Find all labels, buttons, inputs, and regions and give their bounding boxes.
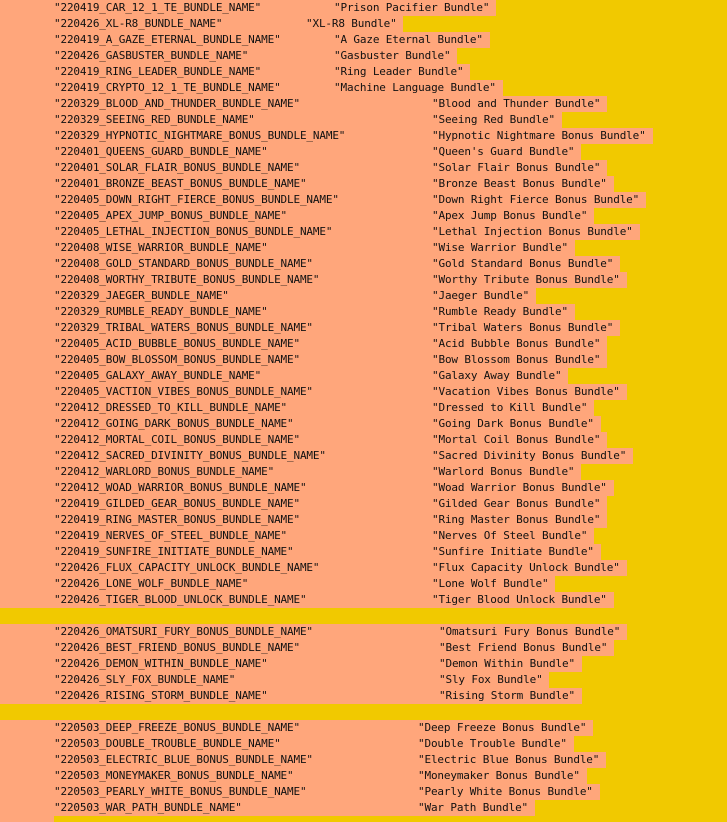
string-value: "Tribal Waters Bonus Bundle" (432, 321, 614, 334)
string-value: "Tiger Blood Unlock Bundle" (432, 593, 607, 606)
string-value: "Going Dark Bonus Bundle" (432, 417, 594, 430)
string-value: "Rising Storm Bundle" (439, 689, 575, 702)
string-key: "220412_MORTAL_COIL_BONUS_BUNDLE_NAME" (54, 433, 300, 446)
string-key: "220408_WISE_WARRIOR_BUNDLE_NAME" (54, 241, 268, 254)
string-value: "Acid Bubble Bonus Bundle" (432, 337, 601, 350)
string-value: "Best Friend Bonus Bundle" (439, 641, 608, 654)
string-value: "Jaeger Bundle" (432, 289, 530, 302)
string-value: "Lethal Injection Bonus Bundle" (432, 225, 633, 238)
string-key: "220329_JAEGER_BUNDLE_NAME" (54, 289, 229, 302)
string-value: "A Gaze Eternal Bundle" (334, 33, 483, 46)
string-value: "Machine Language Bundle" (334, 81, 496, 94)
string-value: "Moneymaker Bonus Bundle" (418, 769, 580, 782)
string-key: "220408_WORTHY_TRIBUTE_BONUS_BUNDLE_NAME" (54, 273, 320, 286)
string-value: "Rumble Ready Bundle" (432, 305, 568, 318)
string-value: "Prison Pacifier Bundle" (334, 1, 490, 14)
string-key: "220329_HYPNOTIC_NIGHTMARE_BONUS_BUNDLE_NAME" (54, 129, 346, 142)
string-key: "220426_FLUX_CAPACITY_UNLOCK_BUNDLE_NAME" (54, 561, 320, 574)
string-value: "War Path Bundle" (418, 801, 529, 814)
string-key: "220419_NERVES_OF_STEEL_BUNDLE_NAME" (54, 529, 288, 542)
string-value: "Deep Freeze Bonus Bundle" (418, 721, 587, 734)
string-value: "Warlord Bonus Bundle" (432, 465, 575, 478)
string-value: "Solar Flair Bonus Bundle" (432, 161, 601, 174)
string-key: "220426_GASBUSTER_BUNDLE_NAME" (54, 49, 249, 62)
string-value: "Blood and Thunder Bundle" (432, 97, 601, 110)
string-key: "220419_GILDED_GEAR_BONUS_BUNDLE_NAME" (54, 497, 300, 510)
string-key: "220329_RUMBLE_READY_BUNDLE_NAME" (54, 305, 268, 318)
string-value: "Pearly White Bonus Bundle" (418, 785, 593, 798)
string-key: "220419_RING_MASTER_BONUS_BUNDLE_NAME" (54, 513, 300, 526)
string-value: "Lone Wolf Bundle" (432, 577, 549, 590)
string-value: "Queen's Guard Bundle" (432, 145, 575, 158)
string-key: "220426_LONE_WOLF_BUNDLE_NAME" (54, 577, 249, 590)
string-value: "Galaxy Away Bundle" (432, 369, 562, 382)
string-key: "220419_CRYPTO_12_1_TE_BUNDLE_NAME" (54, 81, 281, 94)
string-key: "220401_QUEENS_GUARD_BUNDLE_NAME" (54, 145, 268, 158)
string-key: "220419_CAR_12_1_TE_BUNDLE_NAME" (54, 1, 262, 14)
string-key: "220503_DOUBLE_TROUBLE_BUNDLE_NAME" (54, 737, 281, 750)
string-key: "220419_SUNFIRE_INITIATE_BUNDLE_NAME" (54, 545, 294, 558)
string-value: "Nerves Of Steel Bundle" (432, 529, 588, 542)
string-key: "220412_SACRED_DIVINITY_BONUS_BUNDLE_NAME" (54, 449, 326, 462)
string-value: "Flux Capacity Unlock Bundle" (432, 561, 620, 574)
string-key: "220405_VACTION_VIBES_BONUS_BUNDLE_NAME" (54, 385, 313, 398)
string-key: "220503_PEARLY_WHITE_BONUS_BUNDLE_NAME" (54, 785, 307, 798)
string-value: "Ring Leader Bundle" (334, 65, 464, 78)
string-key: "220503_ELECTRIC_BLUE_BONUS_BUNDLE_NAME" (54, 753, 313, 766)
string-key: "220412_GOING_DARK_BONUS_BUNDLE_NAME" (54, 417, 294, 430)
string-key: "220419_RING_LEADER_BUNDLE_NAME" (54, 65, 262, 78)
string-value: "Ring Master Bonus Bundle" (432, 513, 601, 526)
string-key: "220405_APEX_JUMP_BONUS_BUNDLE_NAME" (54, 209, 288, 222)
string-value: "Hypnotic Nightmare Bonus Bundle" (432, 129, 646, 142)
string-value: "Sly Fox Bundle" (439, 673, 543, 686)
string-value: "Gilded Gear Bonus Bundle" (432, 497, 601, 510)
string-key: "220426_OMATSURI_FURY_BONUS_BUNDLE_NAME" (54, 625, 313, 638)
string-key: "220412_DRESSED_TO_KILL_BUNDLE_NAME" (54, 401, 288, 414)
string-value: "Bow Blossom Bonus Bundle" (432, 353, 601, 366)
string-value: "Mortal Coil Bonus Bundle" (432, 433, 601, 446)
string-key: "220405_LETHAL_INJECTION_BONUS_BUNDLE_NAME" (54, 225, 333, 238)
string-key: "220401_SOLAR_FLAIR_BONUS_BUNDLE_NAME" (54, 161, 300, 174)
string-value: "Double Trouble Bundle" (418, 737, 567, 750)
string-key: "220329_SEEING_RED_BUNDLE_NAME" (54, 113, 255, 126)
string-key: "220503_DEEP_FREEZE_BONUS_BUNDLE_NAME" (54, 721, 300, 734)
string-key: "220426_XL-R8_BUNDLE_NAME" (54, 17, 223, 30)
string-value: "Seeing Red Bundle" (432, 113, 555, 126)
string-value: "XL-R8 Bundle" (306, 17, 397, 30)
string-key: "220426_BEST_FRIEND_BONUS_BUNDLE_NAME" (54, 641, 300, 654)
string-key: "220412_WOAD_WARRIOR_BONUS_BUNDLE_NAME" (54, 481, 307, 494)
string-value: "Dressed to Kill Bundle" (432, 401, 588, 414)
string-key: "220426_TIGER_BLOOD_UNLOCK_BUNDLE_NAME" (54, 593, 307, 606)
string-key: "220503_MONEYMAKER_BONUS_BUNDLE_NAME" (54, 769, 294, 782)
string-value: "Vacation Vibes Bonus Bundle" (432, 385, 620, 398)
string-key: "220426_SLY_FOX_BUNDLE_NAME" (54, 673, 236, 686)
string-value: "Electric Blue Bonus Bundle" (418, 753, 600, 766)
string-key: "220408_GOLD_STANDARD_BONUS_BUNDLE_NAME" (54, 257, 313, 270)
string-key: "220412_WARLORD_BONUS_BUNDLE_NAME" (54, 465, 275, 478)
string-value: "Woad Warrior Bonus Bundle" (432, 481, 607, 494)
string-key: "220329_TRIBAL_WATERS_BONUS_BUNDLE_NAME" (54, 321, 313, 334)
string-key: "220405_GALAXY_AWAY_BUNDLE_NAME" (54, 369, 262, 382)
string-key: "220329_BLOOD_AND_THUNDER_BUNDLE_NAME" (54, 97, 300, 110)
string-value: "Bronze Beast Bonus Bundle" (432, 177, 607, 190)
string-value: "Down Right Fierce Bonus Bundle" (432, 193, 640, 206)
string-key: "220426_DEMON_WITHIN_BUNDLE_NAME" (54, 657, 268, 670)
string-key: "220401_BRONZE_BEAST_BONUS_BUNDLE_NAME" (54, 177, 307, 190)
string-value: "Gasbuster Bundle" (334, 49, 451, 62)
string-value: "Sunfire Initiate Bundle" (432, 545, 594, 558)
trailing-highlight (0, 816, 54, 822)
string-key: "220503_WAR_PATH_BUNDLE_NAME" (54, 801, 242, 814)
string-key: "220419_A_GAZE_ETERNAL_BUNDLE_NAME" (54, 33, 281, 46)
string-key: "220405_BOW_BLOSSOM_BONUS_BUNDLE_NAME" (54, 353, 300, 366)
string-key: "220426_RISING_STORM_BUNDLE_NAME" (54, 689, 268, 702)
string-value: "Gold Standard Bonus Bundle" (432, 257, 614, 270)
string-value: "Wise Warrior Bundle" (432, 241, 568, 254)
string-key: "220405_DOWN_RIGHT_FIERCE_BONUS_BUNDLE_NAME" (54, 193, 339, 206)
string-value: "Apex Jump Bonus Bundle" (432, 209, 588, 222)
string-value: "Sacred Divinity Bonus Bundle" (432, 449, 627, 462)
string-key: "220405_ACID_BUBBLE_BONUS_BUNDLE_NAME" (54, 337, 300, 350)
string-value: "Worthy Tribute Bonus Bundle" (432, 273, 620, 286)
string-value: "Demon Within Bundle" (439, 657, 575, 670)
string-value: "Omatsuri Fury Bonus Bundle" (439, 625, 621, 638)
